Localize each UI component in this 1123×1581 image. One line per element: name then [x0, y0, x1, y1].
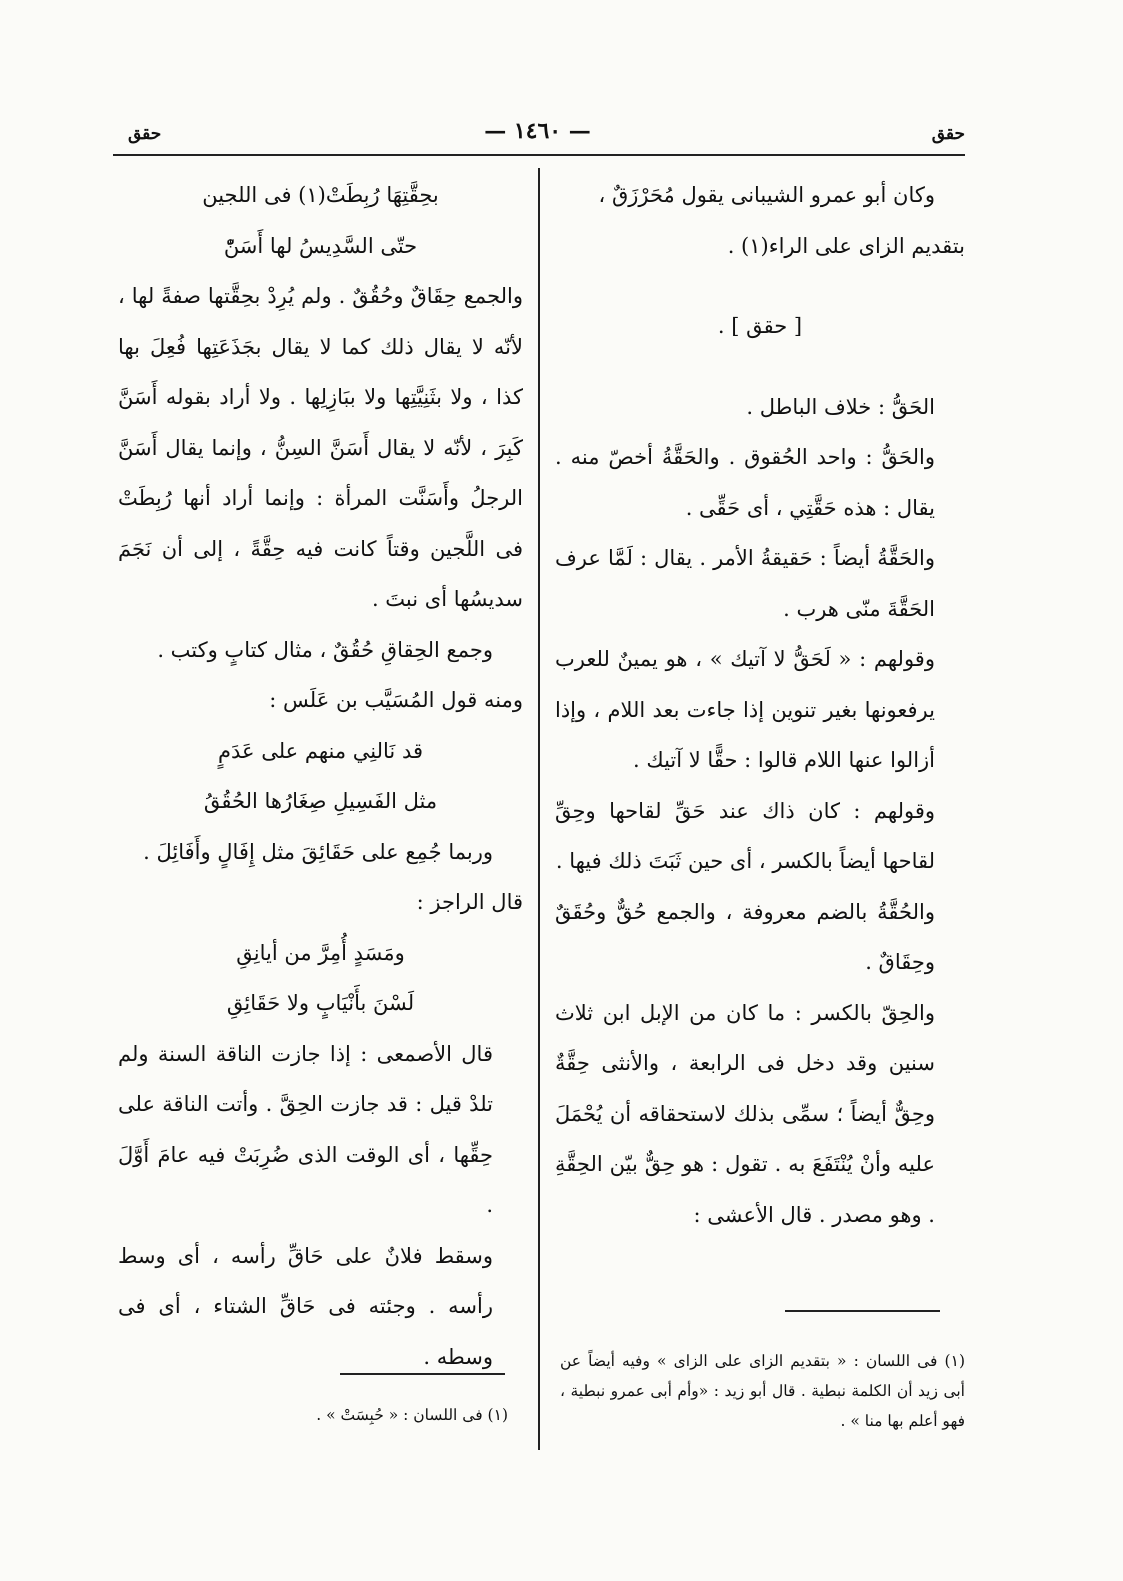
footnote-rule	[785, 1310, 940, 1312]
entry-heading: [ حقق ] .	[717, 314, 803, 338]
footnote-rule	[340, 1373, 505, 1375]
paragraph: والحِقّ بالكسر : ما كان من الإبل ابن ثلاث سنين وقد دخل فى الرابعة ، والأنثى حِقَّةٌ وحِقٌّ أيضاً ؛ سمِّى بذلك لاستحقاقه أن يُحْمَلَ عليه وأنْ يُنْتَفَعَ به . تقول : هو حِقٌّ بيّن الحِقَّةِ . وهو مصدر . قال الأعشى :	[555, 1000, 935, 1227]
page-number: — ١٤٦٠ —	[484, 118, 591, 144]
paragraph: وقولهم : كان ذاك عند حَقِّ لقاحها وحِقِّ لقاحها أيضاً بالكسر ، أى حين ثَبَتَ ذلك فيها .	[555, 798, 935, 873]
header-headword-right: حقق	[931, 124, 965, 144]
paragraph: والجمع حِقَاقٌ وحُقُقٌ . ولم يُرِدْ بحِقَّتها صفةً لها ، لأنّه لا يقال ذلك كما لا يقال بجَذَعَتِها فُعِلَ بها كذا ، ولا بثَنِيَّتِها ولا ببَازِلِها . ولا أراد بقوله أَسَنَّ كَبِرَ ، لأنّه لا يقال أَسَنَّ السِنُّ ، وإنما يقال أَسَنَّ الرجلُ وأَسَنَّت المرأة : وإنما أراد أنها رُبِطَتْ فى اللَّجين وقتاً كانت فيه حِقَّةً ، إلى أن نَجَمَ سديسُها أى نبتَ .	[118, 284, 523, 611]
verse-line: ومَسَدٍ أُمِرَّ من أيانِقِ	[236, 940, 405, 965]
header-rule	[113, 154, 965, 156]
paragraph: ومنه قول المُسَيَّب بن عَلَس :	[269, 688, 523, 712]
running-header	[110, 118, 965, 158]
paragraph: والحُقَّةُ بالضم معروفة ، والجمع حُقٌّ وحُقَقٌ وحِقَاقٌ .	[555, 899, 935, 974]
verse-line: لَسْنَ بأَنْيَابٍ ولا حَقَائِقِ	[226, 991, 415, 1015]
paragraph: وقولهم : « لَحَقُّ لا آتيك » ، هو يمينٌ للعرب يرفعونها بغير تنوين إذا جاءت بعد اللام ، وإذا أزالوا عنها اللام قالوا : حقًّا لا آتيك .	[555, 647, 935, 772]
paragraph: والحَقُّ : واحد الحُقوق . والحَقَّةُ أخصّ منه . يقال : هذه حَقَّتِي ، أى حَقِّى .	[555, 445, 935, 520]
paragraph: الحَقُّ : خلاف الباطل .	[746, 394, 935, 419]
text-line: وكان أبو عمرو الشيبانى يقول مُحَرْزَقٌ ،	[598, 183, 935, 207]
paragraph: وجمع الحِقاقِ حُقُقٌ ، مثال كتابٍ وكتب .	[157, 637, 493, 662]
header-headword-left: حقق	[128, 124, 162, 144]
paragraph: والحَقَّةُ أيضاً : حَقيقةُ الأمر . يقال : لَمَّا عرف الحَقَّةَ منّى هرب .	[555, 546, 935, 621]
verse-line: حتّى السَّدِيسُ لها أَسَنّْ	[223, 233, 418, 258]
verse-line: قد نَالنِي منهم على عَدَمٍ	[217, 738, 424, 763]
paragraph: قال الأصمعى : إذا جازت الناقة السنة ولم تلدْ قيل : قد جازت الحِقَّ . وأتت الناقة على حِقِّها ، أى الوقت الذى ضُرِبَتْ فيه عامَ أَوَّلَ .	[118, 1041, 493, 1217]
paragraph: وسقط فلانٌ على حَاقِّ رأسه ، أى وسط رأسه . وجئته فى حَاقِّ الشتاء ، أى فى وسطه .	[118, 1243, 493, 1369]
verse-line: بحِقَّتِهَا رُبِطَتْ(١) فى اللجين	[202, 183, 439, 207]
right-column	[555, 170, 965, 1240]
text-line: بتقديم الزاى على الراء(١) .	[727, 233, 965, 258]
column-divider	[538, 168, 540, 1450]
paragraph: قال الراجز :	[416, 890, 523, 914]
left-column	[118, 170, 523, 1382]
footnote: (١) فى اللسان : « حُبِسَتْ » .	[316, 1406, 508, 1424]
paragraph: وربما جُمِع على حَقَائِقَ مثل إِفَالٍ وأَفَائِلَ .	[143, 839, 493, 864]
verse-line: مثل الفَسِيلِ صِغَارُها الحُقُقُ	[203, 789, 438, 813]
footnote: (١) فى اللسان : « بتقديم الزاى على الزاى » وفيه أيضاً عن أبى زيد أن الكلمة نبطية . قال أبو زيد : «وأم أبى عمرو نبطية ، فهو أعلم بها منا » .	[560, 1352, 965, 1430]
